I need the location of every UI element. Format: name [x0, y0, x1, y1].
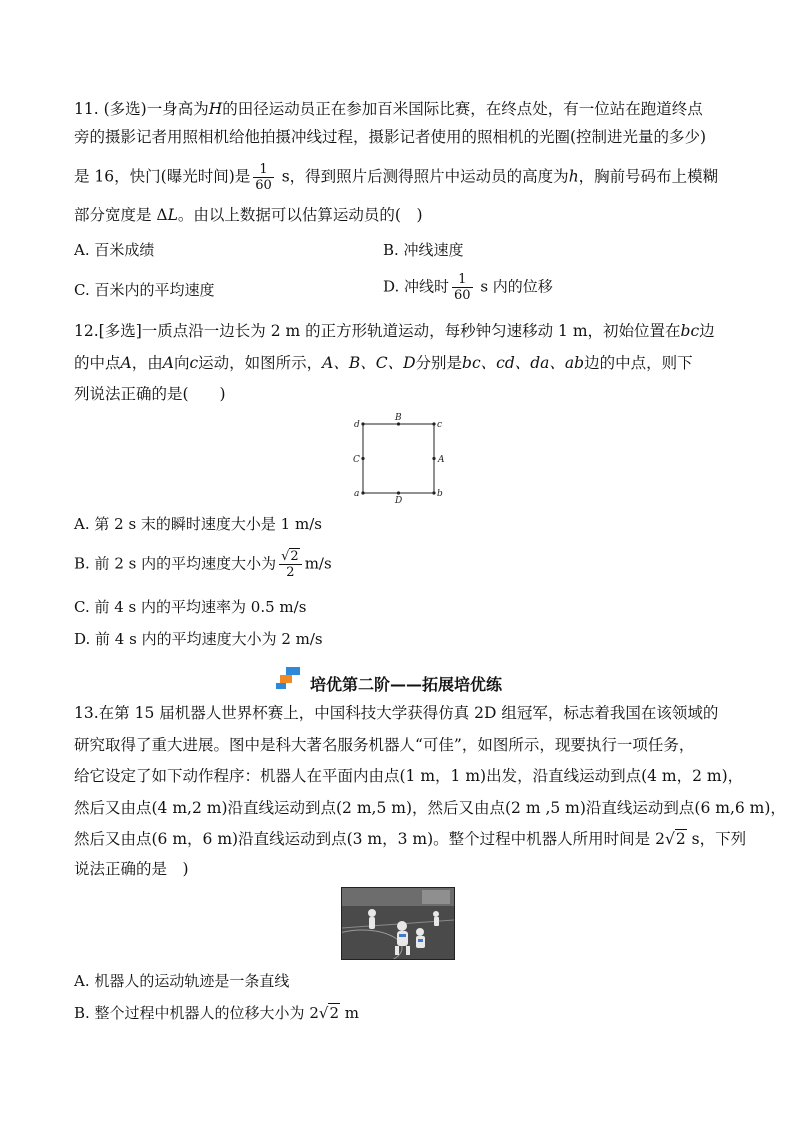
- q12-line-1: [74, 320, 715, 342]
- frac-den: 2: [286, 565, 295, 580]
- q13-line-1: 13.在第 15 届机器人世界杯赛上，中国科技大学获得仿真 2D 组冠军，标志着我国在该领域的: [74, 704, 719, 722]
- frac-num: √2: [279, 549, 302, 565]
- q12-number: 12.[: [74, 322, 105, 340]
- q11-text: )一身高为: [140, 100, 209, 118]
- label-b: b: [437, 489, 443, 499]
- point-C: [361, 457, 364, 460]
- q13-line-2: 研究取得了重大进展。图中是科大著名服务机器人“可佳”，如图所示，现要执行一项任务，: [74, 736, 695, 754]
- q12-option-a[interactable]: A. 第 2 s 末的瞬时速度大小是 1 m/s: [74, 515, 322, 533]
- q11-text: 是 16，快门(曝光时间)是: [74, 167, 251, 186]
- q13-line-6: 说法正确的是 ): [74, 860, 189, 878]
- frac-num: 1: [253, 162, 274, 178]
- q11-option-c[interactable]: C. 百米内的平均速度: [74, 281, 215, 299]
- q13-text: s，下列: [686, 830, 747, 848]
- var-H: H: [208, 100, 223, 118]
- q12-text: 边: [699, 322, 715, 340]
- q13-option-b[interactable]: B. 整个过程中机器人的位移大小为 2√2 m: [74, 1004, 359, 1022]
- q11-optd-text: D. 冲线时: [383, 277, 450, 296]
- label-d: d: [354, 420, 360, 430]
- q12-text: 分别是: [415, 354, 463, 372]
- q11-option-a[interactable]: A. 百米成绩: [74, 241, 155, 259]
- q13-line-5: 然后又由点(6 m，6 m)沿直线运动到点(3 m，3 m)。整个过程中机器人所用时间是 2√2 s，下列: [74, 830, 747, 848]
- q11-option-b[interactable]: B. 冲线速度: [383, 241, 464, 259]
- section-title: 培优第二阶——拓展培优练: [310, 675, 503, 694]
- q11-line-2: 旁的摄影记者用照相机给他拍摄冲线过程，摄影记者使用的照相机的光圈(控制进光量的多少): [74, 128, 707, 146]
- q11-text: s，得到照片后测得照片中运动员的高度为: [276, 167, 569, 186]
- q12-text: ]一质点沿一边长为 2 m 的正方形轨道运动，每秒钟匀速移动 1 m，初始位置在: [135, 322, 681, 340]
- q11-text: ，胸前号码布上模糊: [578, 167, 719, 186]
- q11-multi-tag: 多选: [109, 100, 141, 118]
- fraction-sqrt2-over-2: [279, 549, 302, 580]
- q12-option-b[interactable]: [74, 549, 332, 580]
- var-c: c: [189, 354, 199, 372]
- section-header-icon: [276, 665, 308, 691]
- frac-den: 60: [255, 178, 272, 193]
- q13-option-a[interactable]: A. 机器人的运动轨迹是一条直线: [74, 972, 290, 990]
- q12-option-c[interactable]: C. 前 4 s 内的平均速率为 0.5 m/s: [74, 598, 307, 616]
- square-track: [363, 424, 434, 493]
- q12-multi-tag: 多选: [104, 322, 136, 340]
- square-track-diagram: [348, 410, 448, 506]
- point-b: [432, 491, 435, 494]
- q12-text: 向: [173, 354, 190, 372]
- q12-option-d[interactable]: D. 前 4 s 内的平均速度大小为 2 m/s: [74, 630, 323, 648]
- var-points: A、B、C、D: [322, 354, 416, 372]
- q13-optb-text: B. 整个过程中机器人的位移大小为 2: [74, 1004, 319, 1022]
- q12-optb-text: B. 前 2 s 内的平均速度大小为: [74, 554, 277, 573]
- var-bc: bc: [680, 322, 700, 340]
- point-a: [361, 491, 364, 494]
- q13-line-3: 给它设定了如下动作程序：机器人在平面内由点(1 m，1 m)出发，沿直线运动到点(4 m，2 m)，: [74, 767, 744, 785]
- var-L: L: [167, 206, 178, 224]
- frac-den: 60: [454, 288, 471, 303]
- label-D: D: [395, 496, 403, 506]
- q12-text: 边的中点，则下: [584, 354, 693, 372]
- radicand: 2: [675, 830, 686, 848]
- q11-number: 11. (: [74, 100, 110, 118]
- fraction-1-60-option: [452, 272, 473, 303]
- point-d: [361, 422, 364, 425]
- q12-line-2: [74, 352, 693, 374]
- robot-photo-illustration: [342, 888, 454, 959]
- radicand: 2: [290, 549, 299, 564]
- q11-option-d[interactable]: [383, 272, 553, 303]
- q11-text: 。由以上数据可以估算运动员的( ): [177, 206, 423, 224]
- q11-line-1: [74, 98, 703, 120]
- var-A: A: [162, 354, 174, 372]
- robot-soccer-photo: [341, 887, 455, 960]
- q12-optb-unit: m/s: [304, 554, 332, 573]
- q13-line-4: 然后又由点(4 m,2 m)沿直线运动到点(2 m,5 m)，然后又由点(2 m ,5 m)沿直线运动到点(6 m,6 m)，: [74, 799, 786, 817]
- q12-text: 运动，如图所示，: [198, 354, 323, 372]
- q12-text: ，由: [131, 354, 163, 372]
- q12-text: 的中点: [74, 354, 121, 372]
- frac-num: 1: [452, 272, 473, 288]
- q11-text: 部分宽度是 Δ: [74, 206, 168, 224]
- var-A: A: [120, 354, 132, 372]
- point-D: [397, 491, 400, 494]
- q12-line-3: 列说法正确的是( ): [74, 385, 226, 403]
- q11-optd-text: s 内的位移: [475, 277, 553, 296]
- label-C: C: [353, 455, 360, 465]
- label-B: B: [395, 413, 402, 423]
- q11-text: 的田径运动员正在参加百米国际比赛，在终点处，有一位站在跑道终点: [222, 100, 703, 118]
- radicand: 2: [329, 1004, 339, 1022]
- q11-line-4: [74, 204, 423, 226]
- fraction-1-60: [253, 162, 274, 193]
- q13-text: 然后又由点(6 m，6 m)沿直线运动到点(3 m，3 m)。整个过程中机器人所用时间是 2: [74, 830, 665, 848]
- q11-line-3: [74, 162, 718, 193]
- label-a: a: [354, 489, 360, 499]
- q13-optb-unit: m: [339, 1004, 359, 1022]
- var-h: h: [568, 167, 579, 186]
- label-c: c: [437, 420, 443, 430]
- point-c: [432, 422, 435, 425]
- point-A: [432, 457, 435, 460]
- var-edges: bc、cd、da、ab: [462, 354, 585, 372]
- label-A: A: [438, 455, 445, 465]
